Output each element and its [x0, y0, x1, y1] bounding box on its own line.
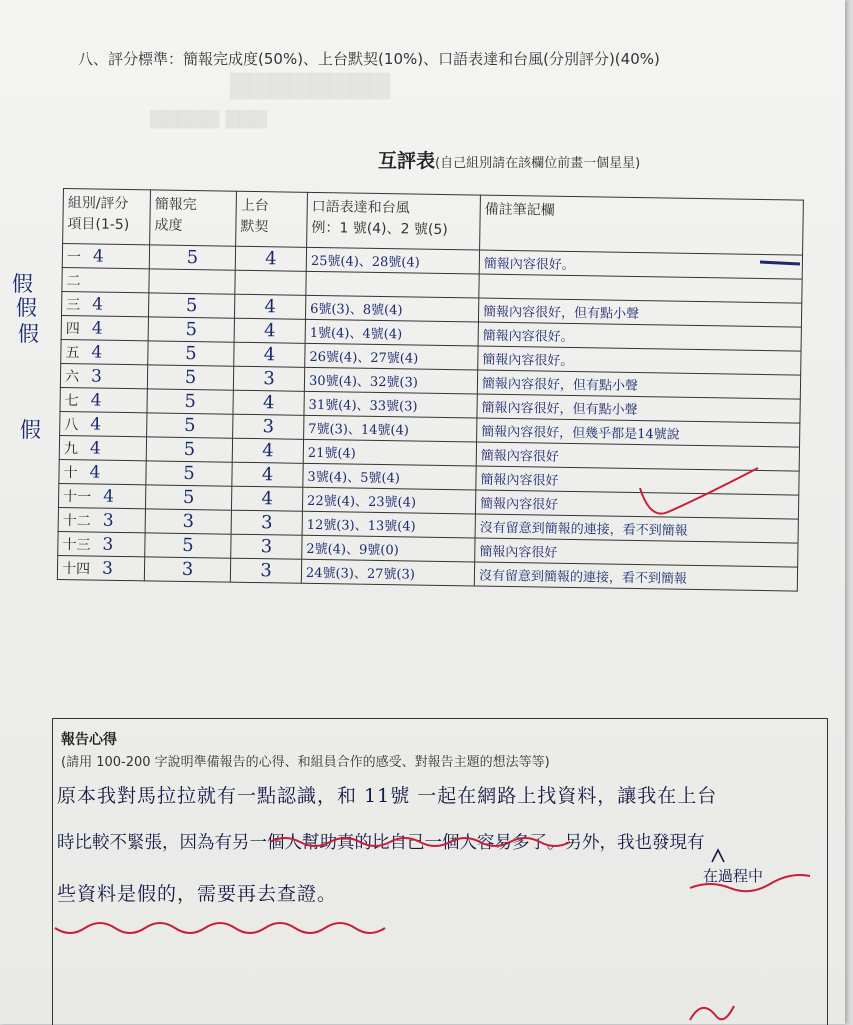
- speaking-scores-text: 6號(3)、8號(4): [310, 302, 403, 318]
- header-speaking-line2: 例：1 號(4)、2 號(5): [311, 220, 448, 238]
- speaking-scores-text: 3號(4)、5號(4): [307, 470, 400, 486]
- group-cell: [59, 459, 146, 484]
- peer-evaluation-table: [57, 188, 804, 592]
- group-score: 3: [91, 366, 102, 386]
- sync-score: [234, 318, 305, 343]
- sync-score-text: 4: [262, 440, 274, 461]
- speaking-scores-text: 22號(4)、23號(4): [307, 494, 416, 511]
- reflection-line: 些資料是假的，需要再去查證。: [57, 879, 337, 906]
- group-score: 4: [92, 294, 103, 314]
- sync-score-text: 4: [264, 320, 276, 341]
- group-score: 4: [103, 486, 114, 506]
- completion-score-text: 5: [185, 343, 197, 364]
- note-cell-text: 簡報內容很好。: [483, 329, 574, 345]
- sync-score: [235, 246, 306, 271]
- completion-score: [145, 533, 231, 558]
- completion-score: [149, 269, 235, 294]
- reflection-insertion: 在過程中: [703, 865, 763, 886]
- group-label: 十二: [63, 513, 91, 529]
- table-subtitle: (自己組別請在該欄位前畫一個星星): [435, 156, 640, 171]
- speaking-scores: [302, 535, 475, 562]
- speaking-scores: [304, 391, 477, 418]
- speaking-scores: [305, 343, 478, 370]
- group-label: 五: [65, 345, 79, 361]
- group-label: 九: [64, 441, 78, 457]
- group-score: 3: [102, 558, 113, 578]
- completion-score-text: 5: [183, 463, 195, 484]
- header-sync-line2: 默契: [240, 219, 268, 235]
- completion-score: [147, 389, 233, 414]
- sync-score: [235, 270, 306, 295]
- note-cell: [474, 562, 797, 591]
- group-cell: [60, 363, 147, 388]
- group-cell: [62, 244, 149, 269]
- speaking-scores-text: 1號(4)、4號(4): [310, 326, 403, 342]
- group-label: 十三: [62, 537, 90, 553]
- group-cell: [57, 555, 144, 580]
- group-label: 十四: [62, 561, 90, 577]
- completion-score: [146, 437, 232, 462]
- note-cell-text: 沒有留意到簡報的連接，看不到簡報: [480, 521, 688, 539]
- completion-score: [147, 365, 233, 390]
- sync-score: [231, 510, 302, 535]
- speaking-scores-text: 31號(4)、33號(3): [308, 398, 417, 415]
- group-label: 十: [63, 465, 77, 481]
- header-sync: [236, 191, 308, 247]
- speaking-scores: [303, 463, 476, 490]
- sync-score: [232, 462, 303, 487]
- group-score: 4: [91, 390, 102, 410]
- speaking-scores-text: 26號(4)、27號(4): [309, 350, 418, 367]
- table-title-block: [378, 146, 640, 173]
- speaking-scores-text: 12號(3)、13號(4): [307, 518, 416, 535]
- completion-score-text: 3: [182, 559, 194, 580]
- note-cell-text: 簡報內容很好。: [484, 257, 575, 273]
- group-score: 4: [90, 438, 101, 458]
- group-label: 一: [67, 249, 81, 265]
- group-score: 4: [91, 342, 102, 362]
- header-completion: [150, 190, 237, 246]
- group-cell: [59, 435, 146, 460]
- sync-score: [234, 342, 305, 367]
- group-cell: [62, 267, 149, 292]
- speaking-scores: [301, 559, 474, 586]
- speaking-scores-text: 2號(4)、9號(0): [306, 542, 399, 558]
- group-label: 七: [65, 393, 79, 409]
- header-group-line2: 項目(1-5): [67, 216, 129, 233]
- sync-score: [230, 558, 301, 583]
- header-notes: [480, 195, 804, 255]
- speaking-scores-text: 25號(4)、28號(4): [311, 254, 420, 271]
- completion-score-text: 3: [182, 511, 194, 532]
- completion-score-text: 5: [184, 439, 196, 460]
- completion-score-text: 5: [185, 319, 197, 340]
- group-cell: [58, 531, 145, 556]
- group-score: 3: [103, 510, 114, 530]
- note-cell-text: 簡報內容很好。: [482, 353, 573, 369]
- group-cell: [61, 291, 148, 316]
- speaking-scores-text: 21號(4): [308, 446, 356, 462]
- bleed-through-text: ▇▇▇ ▇▇▇▇▇: [150, 108, 267, 129]
- completion-score-text: 5: [182, 535, 194, 556]
- sync-score-text: 3: [261, 512, 273, 533]
- sync-score-text: 4: [265, 248, 277, 269]
- completion-score: [148, 293, 234, 318]
- sync-score-text: 4: [264, 296, 276, 317]
- margin-note: 假: [18, 318, 39, 348]
- reflection-heading: 報告心得: [61, 729, 117, 749]
- sync-score: [234, 294, 305, 319]
- header-group-line1: 組別/評分: [68, 195, 129, 212]
- sync-score-text: 4: [264, 344, 276, 365]
- speaking-scores: [306, 247, 479, 274]
- group-cell: [58, 483, 145, 508]
- header-speaking: [307, 192, 481, 250]
- sync-score-text: 3: [263, 368, 275, 389]
- group-score: 4: [92, 318, 103, 338]
- sync-score-text: 4: [263, 392, 275, 413]
- group-cell: [61, 339, 148, 364]
- group-score: 4: [89, 462, 100, 482]
- speaking-scores: [303, 439, 476, 466]
- completion-score-text: 5: [184, 415, 196, 436]
- completion-score: [144, 557, 230, 582]
- sync-score-text: 4: [262, 464, 274, 485]
- completion-score-text: 5: [187, 247, 199, 268]
- group-cell: [58, 507, 145, 532]
- reflection-line: 原本我對馬拉拉就有一點認識，和 11號 一起在網路上找資料，讓我在上台: [57, 781, 717, 808]
- speaking-scores-text: 7號(3)、14號(4): [308, 422, 409, 439]
- group-cell: [60, 411, 147, 436]
- sync-score: [231, 534, 302, 559]
- speaking-scores: [302, 511, 475, 538]
- group-score: 3: [102, 534, 113, 554]
- group-label: 八: [64, 417, 78, 433]
- speaking-scores: [302, 487, 475, 514]
- sync-score: [233, 366, 304, 391]
- note-cell-text: 沒有留意到簡報的連接，看不到簡報: [479, 569, 687, 587]
- note-cell-text: 簡報內容很好: [481, 449, 559, 465]
- header-group: [63, 189, 151, 245]
- header-completion-line2: 成度: [154, 217, 182, 233]
- margin-note: 假: [16, 292, 37, 322]
- note-cell-text: 簡報內容很好: [480, 473, 558, 489]
- reflection-box: [52, 718, 828, 1025]
- bleed-through-text: ▇▇▇▇▇▇▇▇: [230, 70, 390, 100]
- sync-score: [232, 438, 303, 463]
- header-speaking-line1: 口語表達和台風: [312, 199, 410, 217]
- margin-note: 假: [20, 414, 41, 444]
- completion-score-text: 5: [186, 295, 198, 316]
- reflection-line: 時比較不緊張，因為有另一個人幫助真的比自己一個人容易多了。另外，我也發現有: [57, 829, 705, 854]
- sync-score-text: 3: [260, 536, 272, 557]
- completion-score-text: 5: [183, 487, 195, 508]
- speaking-scores: [305, 319, 478, 346]
- header-notes-text: 備註筆記欄: [485, 202, 555, 219]
- note-cell-text: 簡報內容很好，但有點小聲: [482, 377, 638, 394]
- speaking-scores: [305, 295, 478, 322]
- sync-score: [233, 390, 304, 415]
- sync-score: [231, 486, 302, 511]
- completion-score: [148, 341, 234, 366]
- group-score: 4: [90, 414, 101, 434]
- sync-score-text: 3: [262, 416, 274, 437]
- header-completion-line1: 簡報完: [155, 196, 197, 213]
- group-label: 二: [66, 273, 80, 289]
- note-cell-text: 簡報內容很好，但有點小聲: [481, 401, 637, 418]
- speaking-scores: [304, 415, 477, 442]
- sync-score-text: 4: [261, 488, 273, 509]
- completion-score: [145, 485, 231, 510]
- group-label: 十一: [63, 489, 91, 505]
- reflection-instruction: (請用 100-200 字說明準備報告的心得、和組員合作的感受、對報告主題的想法等等): [61, 751, 550, 770]
- header-sync-line1: 上台: [241, 198, 269, 214]
- group-label: 三: [66, 297, 80, 313]
- completion-score-text: 5: [184, 391, 196, 412]
- note-cell-text: 簡報內容很好: [480, 497, 558, 513]
- speaking-scores: [304, 367, 477, 394]
- group-cell: [61, 315, 148, 340]
- note-cell-text: 簡報內容很好，但有點小聲: [483, 305, 639, 322]
- sync-score: [233, 414, 304, 439]
- group-score: 4: [93, 246, 104, 266]
- scoring-criteria: 八、評分標準：簡報完成度(50%)、上台默契(10%)、口語表達和台風(分別評分)(40%): [78, 48, 660, 69]
- note-cell-text: 簡報內容很好: [479, 545, 557, 561]
- group-label: 六: [65, 369, 79, 385]
- completion-score: [147, 413, 233, 438]
- completion-score: [145, 509, 231, 534]
- speaking-scores-text: 30號(4)、32號(3): [309, 374, 418, 391]
- completion-score: [146, 461, 232, 486]
- note-cell-text: 簡報內容很好，但幾乎都是14號說: [481, 425, 680, 443]
- sync-score-text: 3: [260, 560, 272, 581]
- completion-score: [148, 317, 234, 342]
- completion-score-text: 5: [185, 367, 197, 388]
- group-label: 四: [66, 321, 80, 337]
- speaking-scores-text: 24號(3)、27號(3): [306, 566, 415, 583]
- completion-score: [149, 245, 235, 270]
- speaking-scores: [306, 271, 479, 298]
- table-title: 互評表: [378, 150, 435, 172]
- margin-note: 假: [12, 268, 33, 298]
- group-cell: [60, 387, 147, 412]
